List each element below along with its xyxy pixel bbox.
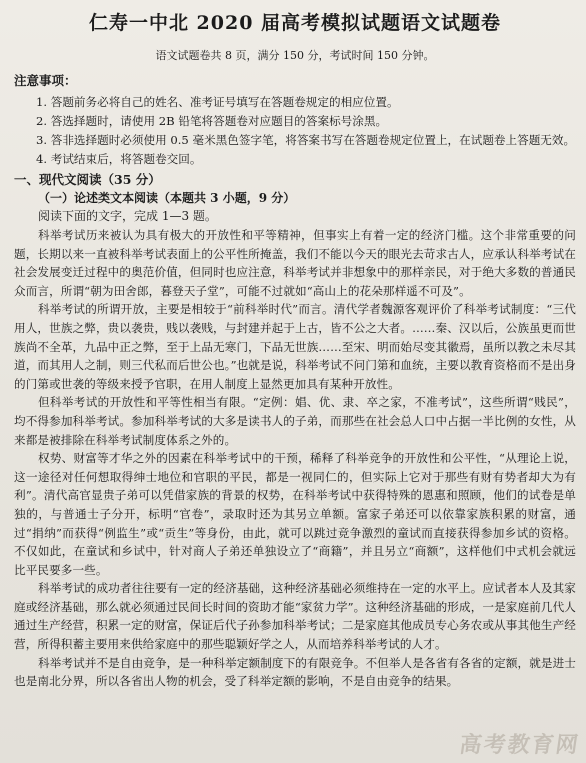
site-watermark: 高考教育网 xyxy=(457,733,582,758)
reading-instruction: 阅读下面的文字，完成 1—3 题。 xyxy=(38,209,217,223)
notice-item: 1. 答题前务必将自己的姓名、准考证号填写在答题卷规定的相应位置。 xyxy=(36,95,399,109)
notice-item: 4. 考试结束后，将答题卷交回。 xyxy=(36,152,202,166)
notice-title: 注意事项： xyxy=(14,73,77,88)
notice-item: 3. 答非选择题时必须使用 0.5 毫米黑色签字笔，将答案书写在答题卷规定位置上，在试题卷上答题无效。 xyxy=(36,133,576,147)
passage-paragraph: 但科举考试的开放性和平等性相当有限。“定例：娼、优、隶、卒之家，不准考试”，这些所谓“贱民”，均不得参加科举考试。参加科举考试的大多是读书人的子弟，而那些在社会总人口中占据一半比例的女性，从来都是被排除在科举考试制度体系之外的。 xyxy=(14,395,576,447)
subsection-title: （一）论述类文本阅读（本题共 3 小题，9 分） xyxy=(38,191,296,205)
notice-item: 2. 答选择题时，请使用 2B 铅笔将答题卷对应题目的答案标号涂黑。 xyxy=(36,114,388,128)
passage-paragraph: 权势、财富等才华之外的因素在科举考试中的干预，稀释了科举竞争的开放性和公平性，“从理论上说，这一途径对任何想取得绅士地位和官职的平民，都是一视同仁的，但实际上它对于那些有财有势者却大为有利”。清代高官显贵子弟可以凭借家族的背景的权势，在科举考试中获得特殊的恩惠和照顾，他们的试卷是单独的，与普通士子分开，标明“官卷”，录取时还为其另立单额。富家子弟还可以依靠家族积累的财富，通过“捐纳”而获得“例监生”或“贡生”等身份，由此，就可以跳过竞争激烈的童试而直接获得参加乡试的资格。不仅如此，在童试和乡试中，针对商人子弟还单独设立了“商籍”，并且另立“商额”，这样他们中式机会就远比平民要多一些。 xyxy=(14,451,576,577)
section-title: 一、现代文阅读（35 分） xyxy=(14,172,161,187)
passage-paragraph: 科举考试并不是自由竞争，是一种科举定额制度下的有限竞争。不但举人是各省有各省的定额，就是进士也是南北分界，所以各省出人物的机会，受了科举定额的影响，不是自由竞争的结果。 xyxy=(14,655,576,689)
exam-meta: 语文试题卷共 8 页，满分 150 分，考试时间 150 分钟。 xyxy=(155,49,435,62)
passage-paragraph: 科举考试的所谓开放，主要是相较于“前科举时代”而言。清代学者魏源客观评价了科举考试制度：“三代用人，世族之弊，贵以袭贵，贱以袭贱，与封建并起于上古，皆不公之大者。……秦、汉以后，公族虽更而世族尚不全革，九品中正之弊，至于上品无寒门，下品无世族……至宋、明而始尽变其徽焉，虽所以教之未尽其道，而其用人之制，则三代私而后世公也。”也就是说，科举考试不问门第和血统，主要以教育资格而不是出身的门第或世袭的等级来授予官职，在用人制度上显然更加具有某种开放性。 xyxy=(14,302,576,391)
document-title: 仁寿一中北 2020 届高考模拟试题语文试题卷 xyxy=(88,12,502,34)
passage-paragraph: 科举考试的成功者往往要有一定的经济基础，这种经济基础必须维持在一定的水平上。应试者本人及其家庭或经济基础，那么就必须通过民间长时间的资助才能“家贫力学”。这种经济基础的形成，一是家庭前几代人通过生产经营，积累一定的财富，保证后代子孙参加科举考试；二是家庭其他成员专心务农或从事其他生产经营，所得积蓄主要用来供给家庭中的那些聪颖好学之人，从而培养科举考试的人才。 xyxy=(14,581,576,652)
passage-paragraph: 科举考试历来被认为具有极大的开放性和平等精神，但事实上有着一定的经济门槛。这个非常重要的问题，长期以来一直被科举考试表面上的公平性所掩盖，我们不能以今天的眼光去苛求古人，应承认科举考试在社会发展变迁过程中的奥范价值，但同时也应注意，科举考试并非想象中的那样亲民，对于绝大多数的普通民众而言，所谓“朝为田舍郎，暮登天子堂”，可能不过就如“高山上的花朵那样遥不可及”。 xyxy=(14,228,576,298)
